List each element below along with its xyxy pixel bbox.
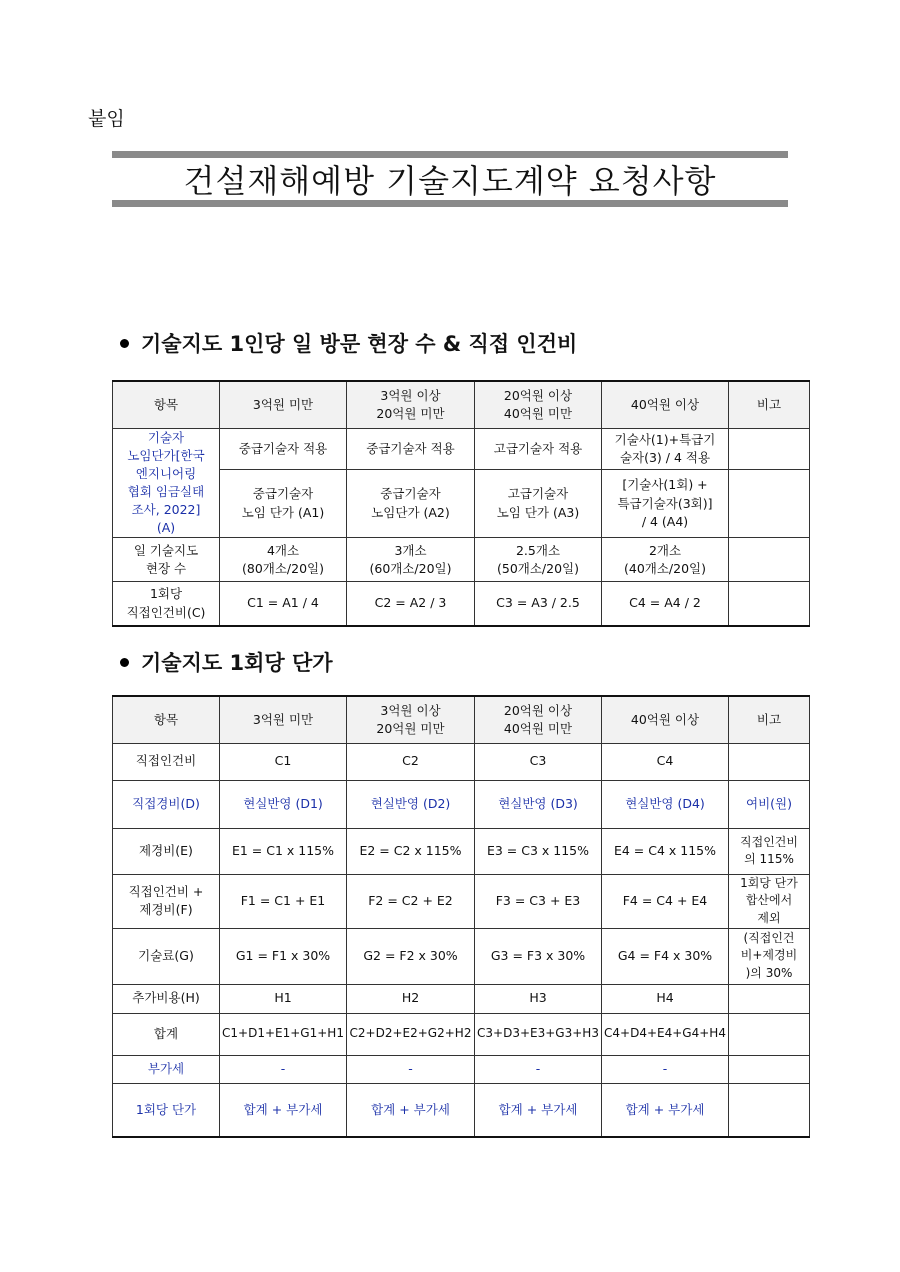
note-cell: [729, 428, 810, 469]
table-cell: C3+D3+E3+G3+H3: [475, 1013, 602, 1055]
row-label: 1회당 단가: [113, 1083, 220, 1137]
header-cell: 40억원 이상: [602, 696, 729, 743]
table-cell: H2: [347, 984, 475, 1013]
header-cell: 3억원 이상 20억원 미만: [347, 696, 475, 743]
table-cell: E3 = C3 x 115%: [475, 828, 602, 874]
table-cell: H1: [220, 984, 347, 1013]
note-cell: [729, 469, 810, 537]
table-cell: 고급기술자 적용: [475, 428, 602, 469]
header-cell: 비고: [729, 696, 810, 743]
table-cell: C4 = A4 / 2: [602, 582, 729, 626]
table-cell: C3: [475, 743, 602, 780]
table-cell: G3 = F3 x 30%: [475, 928, 602, 984]
title-bottom-rule: [112, 200, 788, 207]
table-cell: H3: [475, 984, 602, 1013]
header-cell: 비고: [729, 381, 810, 428]
labor-rate-label: 기술자 노임단가[한국 엔지니어링 협회 임금실태 조사, 2022] (A): [113, 428, 220, 538]
table-cell: 중급기술자 적용: [220, 428, 347, 469]
bullet-icon: [120, 658, 129, 667]
header-cell: 3억원 미만: [220, 381, 347, 428]
header-cell: 40억원 이상: [602, 381, 729, 428]
table-row: [113, 1055, 810, 1083]
note-cell: [729, 984, 810, 1013]
header-cell: 3억원 미만: [220, 696, 347, 743]
row-label: 직접인건비: [113, 743, 220, 780]
section1-heading-text: 기술지도 1인당 일 방문 현장 수 & 직접 인건비: [141, 332, 578, 356]
note-cell: [729, 1055, 810, 1083]
row-label: 직접인건비 + 제경비(F): [113, 874, 220, 928]
table-cell: G2 = F2 x 30%: [347, 928, 475, 984]
table-cell: 중급기술자 노임단가 (A2): [347, 469, 475, 537]
table-cell: 합계 + 부가세: [220, 1083, 347, 1137]
table-row: [113, 780, 810, 828]
table-row: [113, 538, 810, 582]
attachment-label: 붙임: [88, 108, 125, 130]
table-cell: C2+D2+E2+G2+H2: [347, 1013, 475, 1055]
table-row: [113, 874, 810, 928]
note-cell: [729, 743, 810, 780]
page-title: 건설재해예방 기술지도계약 요청사항: [183, 162, 717, 200]
table-cell: G4 = F4 x 30%: [602, 928, 729, 984]
note-cell: [729, 538, 810, 582]
table-row: [113, 828, 810, 874]
table-row: [113, 928, 810, 984]
table-cell: 중급기술자 적용: [347, 428, 475, 469]
table-row: [113, 743, 810, 780]
table-cell: 고급기술자 노임 단가 (A3): [475, 469, 602, 537]
note-cell: [729, 582, 810, 626]
table-cell: 합계 + 부가세: [475, 1083, 602, 1137]
visit-table: [112, 380, 810, 627]
row-label: 기술료(G): [113, 928, 220, 984]
table-cell: C2: [347, 743, 475, 780]
table-cell: 3개소 (60개소/20일): [347, 538, 475, 582]
row-label: 직접경비(D): [113, 780, 220, 828]
table-cell: 현실반영 (D2): [347, 780, 475, 828]
table-cell: 기술사(1)+특급기 술자(3) / 4 적용: [602, 428, 729, 469]
table-cell: -: [347, 1055, 475, 1083]
note-cell: [729, 1013, 810, 1055]
note-cell: 여비(원): [729, 780, 810, 828]
section2-heading: [120, 647, 333, 677]
table-row: [113, 428, 810, 469]
header-cell: 20억원 이상 40억원 미만: [475, 696, 602, 743]
table-cell: C2 = A2 / 3: [347, 582, 475, 626]
header-cell: 항목: [113, 381, 220, 428]
table-cell: E2 = C2 x 115%: [347, 828, 475, 874]
table-cell: 합계 + 부가세: [347, 1083, 475, 1137]
table-row: [113, 381, 810, 428]
table-cell: C4+D4+E4+G4+H4: [602, 1013, 729, 1055]
section2-heading-text: 기술지도 1회당 단가: [141, 651, 333, 675]
table-cell: C1: [220, 743, 347, 780]
table-cell: F4 = C4 + E4: [602, 874, 729, 928]
row-label: 제경비(E): [113, 828, 220, 874]
table-row: [113, 1083, 810, 1137]
table-cell: E1 = C1 x 115%: [220, 828, 347, 874]
table-cell: 중급기술자 노임 단가 (A1): [220, 469, 347, 537]
table-cell: -: [220, 1055, 347, 1083]
table-cell: E4 = C4 x 115%: [602, 828, 729, 874]
bullet-icon: [120, 339, 129, 348]
table-cell: C3 = A3 / 2.5: [475, 582, 602, 626]
table-cell: H4: [602, 984, 729, 1013]
row-label: 1회당 직접인건비(C): [113, 582, 220, 626]
table-cell: 현실반영 (D3): [475, 780, 602, 828]
table-cell: 2.5개소 (50개소/20일): [475, 538, 602, 582]
note-cell: [729, 1083, 810, 1137]
table-cell: F1 = C1 + E1: [220, 874, 347, 928]
row-label: 합계: [113, 1013, 220, 1055]
table-row: [113, 1013, 810, 1055]
table-cell: 현실반영 (D1): [220, 780, 347, 828]
table-cell: 합계 + 부가세: [602, 1083, 729, 1137]
unit-price-table: [112, 695, 810, 1138]
header-cell: 3억원 이상 20억원 미만: [347, 381, 475, 428]
section1-heading: [120, 328, 577, 358]
table-cell: 현실반영 (D4): [602, 780, 729, 828]
note-cell: 1회당 단가 합산에서 제외: [729, 874, 810, 928]
note-cell: 직접인건비 의 115%: [729, 828, 810, 874]
table-cell: [기술사(1회) + 특급기술자(3회)] / 4 (A4): [602, 469, 729, 537]
table-cell: 2개소 (40개소/20일): [602, 538, 729, 582]
table-row: [113, 582, 810, 626]
table-cell: C4: [602, 743, 729, 780]
row-label: 추가비용(H): [113, 984, 220, 1013]
table-row: [113, 696, 810, 743]
table-cell: G1 = F1 x 30%: [220, 928, 347, 984]
table-cell: 4개소 (80개소/20일): [220, 538, 347, 582]
table-cell: C1 = A1 / 4: [220, 582, 347, 626]
header-cell: 20억원 이상 40억원 미만: [475, 381, 602, 428]
header-cell: 항목: [113, 696, 220, 743]
table-cell: F3 = C3 + E3: [475, 874, 602, 928]
table-row: [113, 984, 810, 1013]
row-label: 부가세: [113, 1055, 220, 1083]
table-cell: C1+D1+E1+G1+H1: [220, 1013, 347, 1055]
table-cell: F2 = C2 + E2: [347, 874, 475, 928]
row-label: 일 기술지도 현장 수: [113, 538, 220, 582]
note-cell: (직접인건 비+제경비 )의 30%: [729, 928, 810, 984]
table-cell: -: [475, 1055, 602, 1083]
table-cell: -: [602, 1055, 729, 1083]
